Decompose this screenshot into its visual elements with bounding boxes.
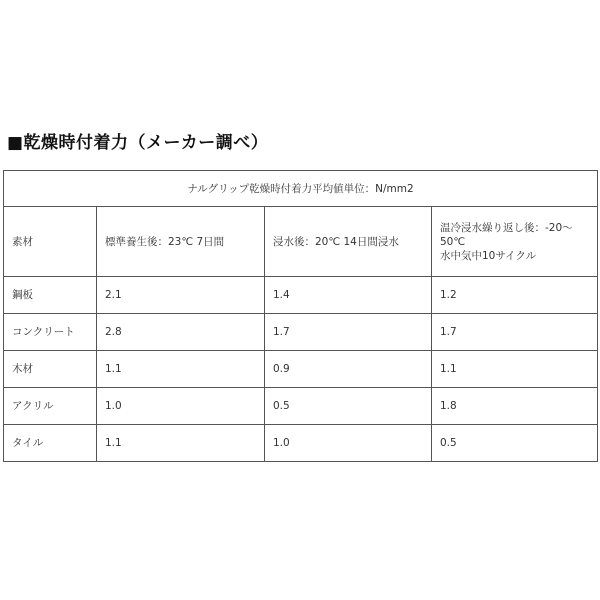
table-row bbox=[4, 351, 598, 388]
header-standard-cure: 標準養生後：23℃ 7日間 bbox=[97, 207, 265, 277]
header-cycle-test-line1: 温冷浸水繰り返し後：-20～50℃ bbox=[440, 221, 573, 248]
table-header-row bbox=[4, 207, 598, 277]
cell-standard: 2.1 bbox=[97, 277, 265, 314]
row-material: コンクリート bbox=[4, 314, 97, 351]
header-water-immersion: 浸水後：20℃ 14日間浸水 bbox=[265, 207, 432, 277]
header-material: 素材 bbox=[4, 207, 97, 277]
header-cycle-test-line2: 水中気中10サイクル bbox=[440, 249, 537, 262]
table-row bbox=[4, 425, 598, 462]
cell-cycle: 1.7 bbox=[432, 314, 598, 351]
cell-cycle: 0.5 bbox=[432, 425, 598, 462]
cell-immersion: 0.5 bbox=[265, 388, 432, 425]
table-row bbox=[4, 314, 598, 351]
row-material: 木材 bbox=[4, 351, 97, 388]
cell-cycle: 1.8 bbox=[432, 388, 598, 425]
table-row bbox=[4, 388, 598, 425]
cell-standard: 1.1 bbox=[97, 425, 265, 462]
table-caption-row bbox=[4, 171, 598, 207]
adhesion-table bbox=[3, 170, 598, 462]
cell-standard: 1.0 bbox=[97, 388, 265, 425]
page-title: ■乾燥時付着力（メーカー調べ） bbox=[7, 133, 269, 153]
cell-standard: 1.1 bbox=[97, 351, 265, 388]
cell-immersion: 1.7 bbox=[265, 314, 432, 351]
cell-immersion: 1.4 bbox=[265, 277, 432, 314]
cell-immersion: 1.0 bbox=[265, 425, 432, 462]
table-caption: ナルグリップ乾燥時付着力平均値単位：N/mm2 bbox=[4, 171, 598, 207]
cell-immersion: 0.9 bbox=[265, 351, 432, 388]
table-row bbox=[4, 277, 598, 314]
cell-cycle: 1.2 bbox=[432, 277, 598, 314]
row-material: タイル bbox=[4, 425, 97, 462]
cell-standard: 2.8 bbox=[97, 314, 265, 351]
row-material: 鋼板 bbox=[4, 277, 97, 314]
cell-cycle: 1.1 bbox=[432, 351, 598, 388]
header-cycle-test bbox=[432, 207, 598, 277]
row-material: アクリル bbox=[4, 388, 97, 425]
